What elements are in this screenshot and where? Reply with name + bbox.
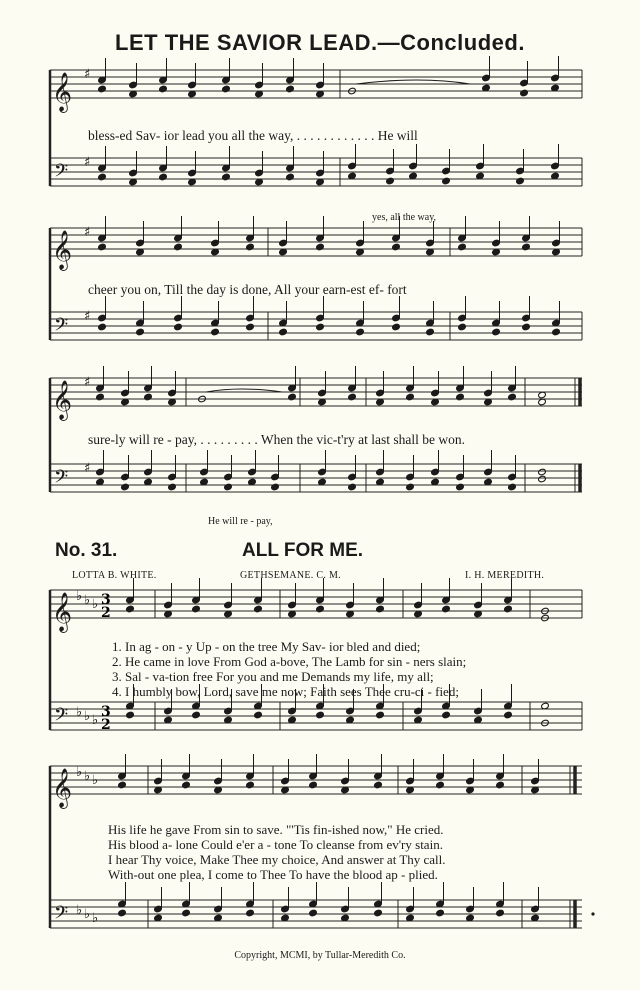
hymn-composer: I. H. MEREDITH.	[465, 570, 545, 581]
svg-text:2: 2	[101, 717, 111, 733]
svg-text:♭: ♭	[76, 765, 83, 780]
hymn-number: No. 31.	[55, 540, 118, 561]
verse-line: His blood a- lone Could e'er a - tone To cleanse from ev'ry stain.	[108, 837, 443, 852]
svg-text:♯: ♯	[84, 375, 91, 390]
svg-text:♯: ♯	[84, 67, 91, 82]
svg-text:♭: ♭	[84, 907, 91, 922]
svg-text:♯: ♯	[84, 155, 91, 170]
system1-bass-lyric: yes, all the way,	[372, 212, 437, 223]
svg-text:𝄢: 𝄢	[54, 903, 69, 928]
hymn-author: LOTTA B. WHITE.	[72, 570, 157, 581]
svg-text:♭: ♭	[76, 903, 83, 918]
verse-line: 2. He came in love From God a-bove, The Lamb for sin - ners slain;	[112, 654, 467, 669]
verse-line: I hear Thy voice, Make Thee my choice, And answer at Thy call.	[108, 852, 446, 867]
svg-text:♭: ♭	[76, 705, 83, 720]
verses-part2	[108, 822, 446, 882]
svg-text:3: 3	[101, 592, 111, 608]
page-title: LET THE SAVIOR LEAD.—Concluded.	[115, 30, 525, 55]
svg-text:𝄞: 𝄞	[52, 768, 73, 808]
verse-line: With-out one plea, I come to Thee To have the blood ap - plied.	[108, 867, 438, 882]
verse-line: 3. Sal - va-tion free For you and me Demands my life, my all;	[112, 669, 434, 684]
svg-text:♯: ♯	[84, 461, 91, 476]
svg-text:3: 3	[101, 704, 111, 720]
svg-text:𝄞: 𝄞	[52, 230, 73, 270]
system1-lyric: bless-ed Sav- ior lead you all the way, . . . . . . . . . . . . He will	[88, 128, 418, 143]
svg-text:♭: ♭	[92, 713, 99, 728]
hymn-tune: GETHSEMANE. C. M.	[240, 570, 341, 581]
copyright-notice: Copyright, MCMI, by Tullar-Meredith Co.	[234, 950, 406, 961]
svg-text:2: 2	[101, 605, 111, 621]
svg-text:𝄞: 𝄞	[52, 592, 73, 632]
svg-text:♭: ♭	[84, 709, 91, 724]
svg-text:𝄢: 𝄢	[54, 315, 69, 340]
verse-line: His life he gave From sin to save. "'Tis fin-ished now," He cried.	[108, 822, 444, 837]
verse-line: 1. In ag - on - y Up - on the tree My Sav- ior bled and died;	[112, 639, 421, 654]
svg-text:𝄢: 𝄢	[54, 467, 69, 492]
svg-text:♯: ♯	[84, 225, 91, 240]
system3-bass-lyric: He will re - pay,	[208, 516, 273, 527]
svg-text:♭: ♭	[84, 769, 91, 784]
system3-lyric: sure-ly will re - pay, . . . . . . . . . When the vic-t'ry at last shall be won.	[88, 432, 465, 447]
svg-text:♭: ♭	[76, 589, 83, 604]
svg-text:♭: ♭	[84, 593, 91, 608]
svg-text:𝄢: 𝄢	[54, 705, 69, 730]
hymn-title: ALL FOR ME.	[242, 540, 364, 561]
svg-text:𝄢: 𝄢	[54, 161, 69, 186]
svg-text:𝄞: 𝄞	[52, 72, 73, 112]
svg-text:♯: ♯	[84, 309, 91, 324]
svg-text:𝄞: 𝄞	[52, 380, 73, 420]
system2-lyric: cheer you on, Till the day is done, All your earn-est ef- fort	[88, 282, 407, 297]
verses-part1	[112, 639, 466, 699]
svg-text:♭: ♭	[92, 773, 99, 788]
verse-line: 4. I humbly bow, Lord, save me now; Faith sees Thee cru-ci - fied;	[112, 684, 459, 699]
svg-text:♭: ♭	[92, 911, 99, 926]
svg-text:♭: ♭	[92, 597, 99, 612]
